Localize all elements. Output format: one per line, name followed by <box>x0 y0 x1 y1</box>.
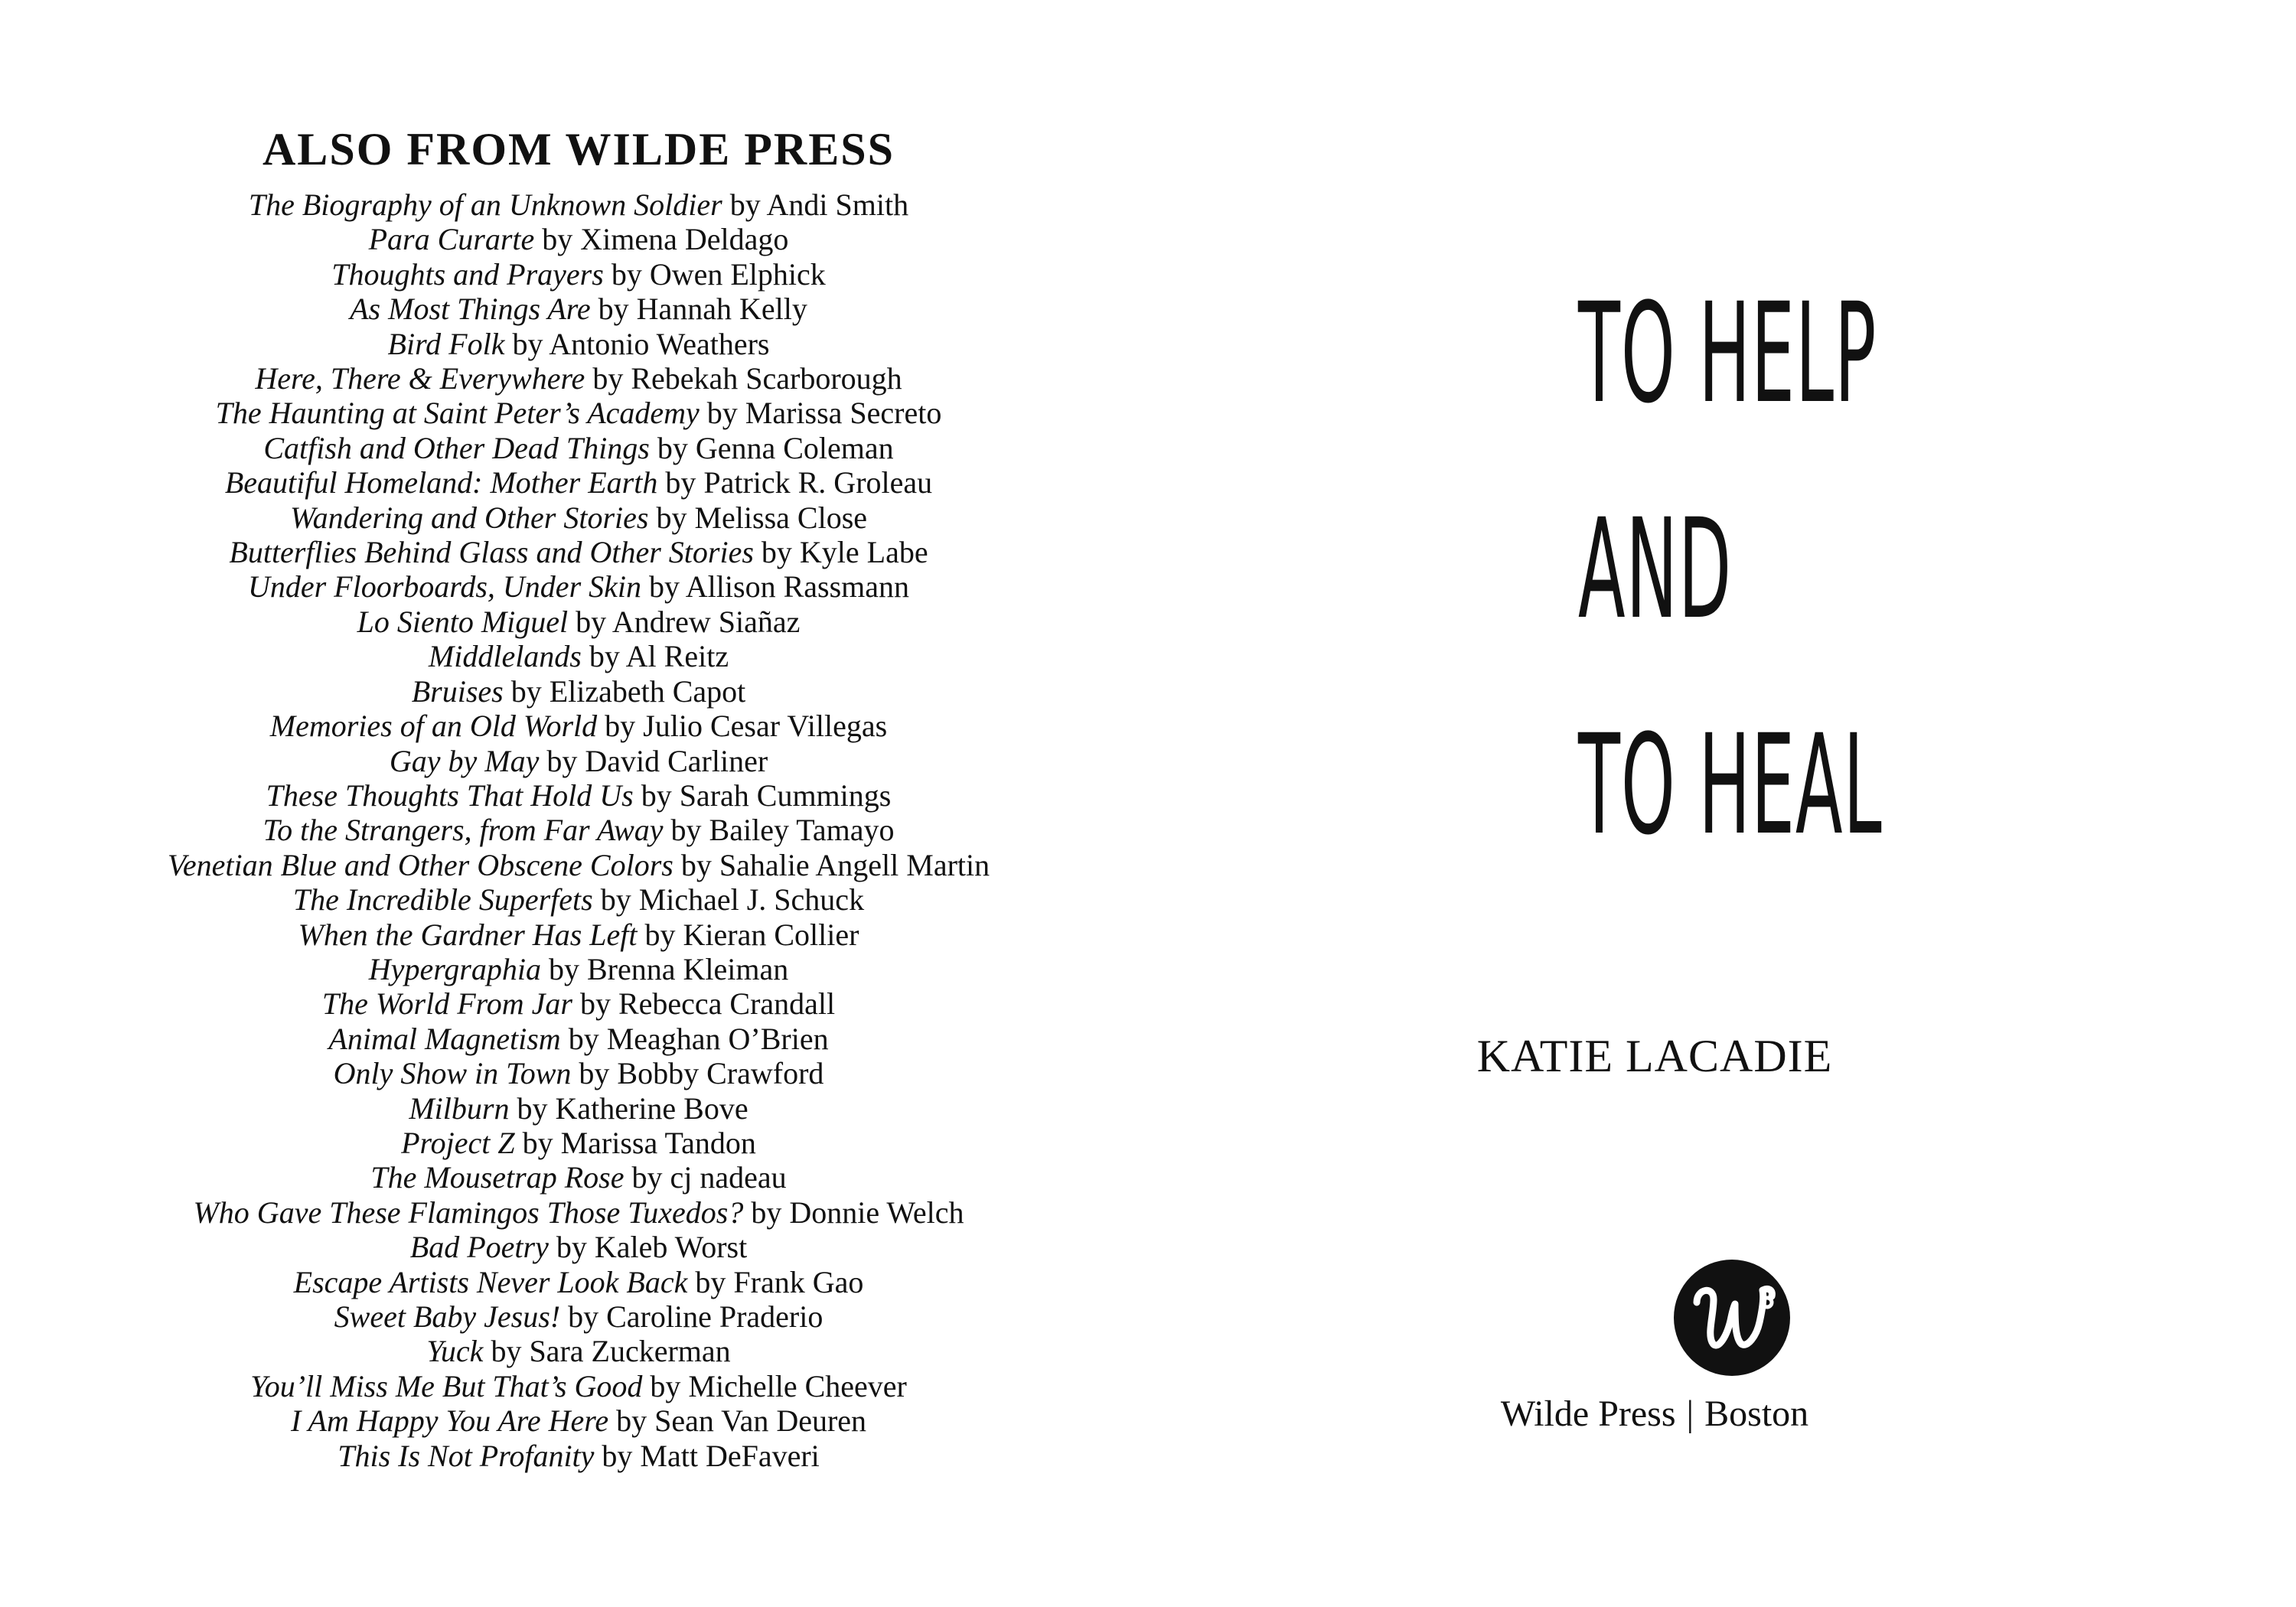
book-list-item <box>0 1334 1157 1368</box>
book-list-author: by Sarah Cummings <box>633 777 892 813</box>
book-list-author: by Sara Zuckerman <box>483 1334 731 1369</box>
book-list-item <box>0 465 1157 500</box>
book-list-title: The Incredible Superfets <box>292 882 593 918</box>
book-list-item <box>0 1265 1157 1299</box>
title-line-2: AND <box>1578 490 1733 650</box>
imprint-publisher: Wilde Press <box>1500 1393 1676 1434</box>
book-list-item <box>0 396 1157 430</box>
book-list-author: by Rebekah Scarborough <box>585 361 902 396</box>
book-list-title: These Thoughts That Hold Us <box>266 777 634 813</box>
book-list-title: Thoughts and Prayers <box>331 256 604 292</box>
book-list-title: Wandering and Other Stories <box>289 500 649 535</box>
book-list-author: by Rebecca Crandall <box>572 986 836 1022</box>
book-list-author: by Genna Coleman <box>649 430 894 465</box>
book-list-title: Para Curarte <box>368 222 535 257</box>
book-list-author: by Kaleb Worst <box>548 1230 748 1265</box>
book-list-item <box>0 1299 1157 1334</box>
book-list-item <box>0 882 1157 917</box>
book-list-item <box>0 674 1157 709</box>
book-list-title: Animal Magnetism <box>328 1021 561 1056</box>
book-list-title: Here, There & Everywhere <box>255 361 585 396</box>
book-list-item <box>0 1126 1157 1160</box>
book-list-title: To the Strangers, from Far Away <box>263 813 664 848</box>
book-list-author: by Sean Van Deuren <box>608 1403 867 1439</box>
right-page <box>1157 0 2296 1607</box>
book-list-author: by Julio Cesar Villegas <box>597 709 888 744</box>
book-list-author: by Melissa Close <box>648 500 868 535</box>
book-list-item <box>0 709 1157 743</box>
book-list-author: by Elizabeth Capot <box>503 673 746 709</box>
book-list-item <box>0 1091 1157 1126</box>
book-list-author: by Katherine Bove <box>509 1090 748 1126</box>
book-title <box>1502 246 1883 894</box>
book-list-title: Hypergraphia <box>368 951 541 986</box>
book-list-item <box>0 605 1157 639</box>
book-list-author: by Bobby Crawford <box>571 1056 824 1091</box>
book-list-author: by Andrew Siañaz <box>568 604 801 639</box>
book-list-title: Sweet Baby Jesus! <box>334 1299 561 1334</box>
book-list-item <box>0 361 1157 396</box>
book-list-title: Under Floorboards, Under Skin <box>247 569 641 605</box>
book-list-title: When the Gardner Has Left <box>298 917 638 952</box>
book-list-author: by Marissa Secreto <box>699 396 942 431</box>
book-list-title: Memories of an Old World <box>269 709 598 744</box>
book-list-title: You’ll Miss Me But That’s Good <box>250 1368 643 1403</box>
book-list-author: by Sahalie Angell Martin <box>673 847 990 882</box>
book-list-item <box>0 431 1157 465</box>
book-list-author: by Brenna Kleiman <box>540 951 789 986</box>
book-list-title: The Haunting at Saint Peter’s Academy <box>215 396 700 431</box>
book-list-title: Lo Siento Miguel <box>357 604 569 639</box>
book-list-item <box>0 918 1157 952</box>
also-from-heading: ALSO FROM WILDE PRESS <box>262 124 895 174</box>
book-list-author: by Bailey Tamayo <box>663 813 895 848</box>
book-list-item <box>0 639 1157 673</box>
book-list-item <box>0 848 1157 882</box>
book-list-title: Catfish and Other Dead Things <box>263 430 650 465</box>
title-line-3: TO HEAL <box>1578 706 1883 865</box>
book-list-title: Yuck <box>426 1334 484 1369</box>
book-list-item <box>0 292 1157 326</box>
book-list-title: The Mousetrap Rose <box>370 1160 625 1195</box>
book-list-title: Who Gave These Flamingos Those Tuxedos? <box>193 1195 744 1230</box>
book-list-author: by Owen Elphick <box>603 256 826 292</box>
book-list-title: Gay by May <box>389 743 540 778</box>
book-list-author: by cj nadeau <box>624 1160 787 1195</box>
book-list-item <box>0 535 1157 569</box>
book-list-item <box>0 1369 1157 1403</box>
author-name: KATIE LACADIE <box>1476 1031 1833 1081</box>
book-list-author: by Hannah Kelly <box>590 292 807 327</box>
book-list-author: by Andi Smith <box>722 187 909 222</box>
book-list-item <box>0 327 1157 361</box>
book-list <box>0 187 1157 1473</box>
book-list-title: This Is Not Profanity <box>338 1438 595 1473</box>
book-list-author: by Michelle Cheever <box>642 1368 907 1403</box>
book-list-title: Butterflies Behind Glass and Other Stories <box>229 535 754 570</box>
book-list-item <box>0 1439 1157 1473</box>
book-list-title: Bad Poetry <box>409 1230 549 1265</box>
book-list-item <box>0 1160 1157 1195</box>
imprint-city: Boston <box>1704 1393 1809 1434</box>
book-list-item <box>0 986 1157 1021</box>
book-list-author: by David Carliner <box>539 743 768 778</box>
book-list-author: by Frank Gao <box>687 1264 864 1299</box>
book-list-title: The World From Jar <box>321 986 572 1022</box>
book-list-item <box>0 1230 1157 1264</box>
book-list-item <box>0 1056 1157 1090</box>
book-list-item <box>0 569 1157 604</box>
imprint-line <box>1387 1391 1923 1437</box>
book-list-item <box>0 187 1157 222</box>
book-list-title: Bird Folk <box>387 326 505 361</box>
book-list-title: Bruises <box>411 673 504 709</box>
book-list-item <box>0 1022 1157 1056</box>
book-list-title: Beautiful Homeland: Mother Earth <box>224 465 658 500</box>
book-list-author: by Kyle Labe <box>753 535 928 570</box>
book-list-title: Escape Artists Never Look Back <box>293 1264 688 1299</box>
book-list-item <box>0 222 1157 256</box>
book-list-item <box>0 952 1157 986</box>
book-list-author: by Allison Rassmann <box>641 569 910 605</box>
wilde-press-logo-icon <box>1674 1260 1790 1376</box>
book-list-item <box>0 257 1157 292</box>
book-list-author: by Antonio Weathers <box>504 326 770 361</box>
book-list-title: Project Z <box>401 1125 515 1160</box>
book-list-item <box>0 1403 1157 1438</box>
book-list-author: by Al Reitz <box>581 639 729 674</box>
book-list-item <box>0 500 1157 535</box>
book-list-author: by Donnie Welch <box>743 1195 964 1230</box>
book-list-author: by Patrick R. Groleau <box>657 465 933 500</box>
book-list-item <box>0 1195 1157 1230</box>
book-list-title: Milburn <box>409 1090 510 1126</box>
book-list-author: by Ximena Deldago <box>534 222 789 257</box>
book-list-title: Only Show in Town <box>333 1056 572 1091</box>
book-list-author: by Meaghan O’Brien <box>560 1021 829 1056</box>
book-list-author: by Kieran Collier <box>637 917 859 952</box>
book-list-title: The Biography of an Unknown Soldier <box>248 187 722 222</box>
book-list-item <box>0 813 1157 847</box>
book-list-author: by Michael J. Schuck <box>592 882 865 918</box>
book-list-item <box>0 778 1157 813</box>
book-list-author: by Matt DeFaveri <box>594 1438 820 1473</box>
book-list-title: Middlelands <box>428 639 582 674</box>
title-line-1: TO HELP <box>1578 274 1877 434</box>
book-list-item <box>0 744 1157 778</box>
imprint-separator: | <box>1686 1393 1694 1434</box>
book-list-author: by Marissa Tandon <box>514 1125 756 1160</box>
book-list-title: As Most Things Are <box>350 292 591 327</box>
book-list-author: by Caroline Praderio <box>560 1299 823 1334</box>
book-list-title: I Am Happy You Are Here <box>290 1403 609 1439</box>
book-list-title: Venetian Blue and Other Obscene Colors <box>167 847 673 882</box>
